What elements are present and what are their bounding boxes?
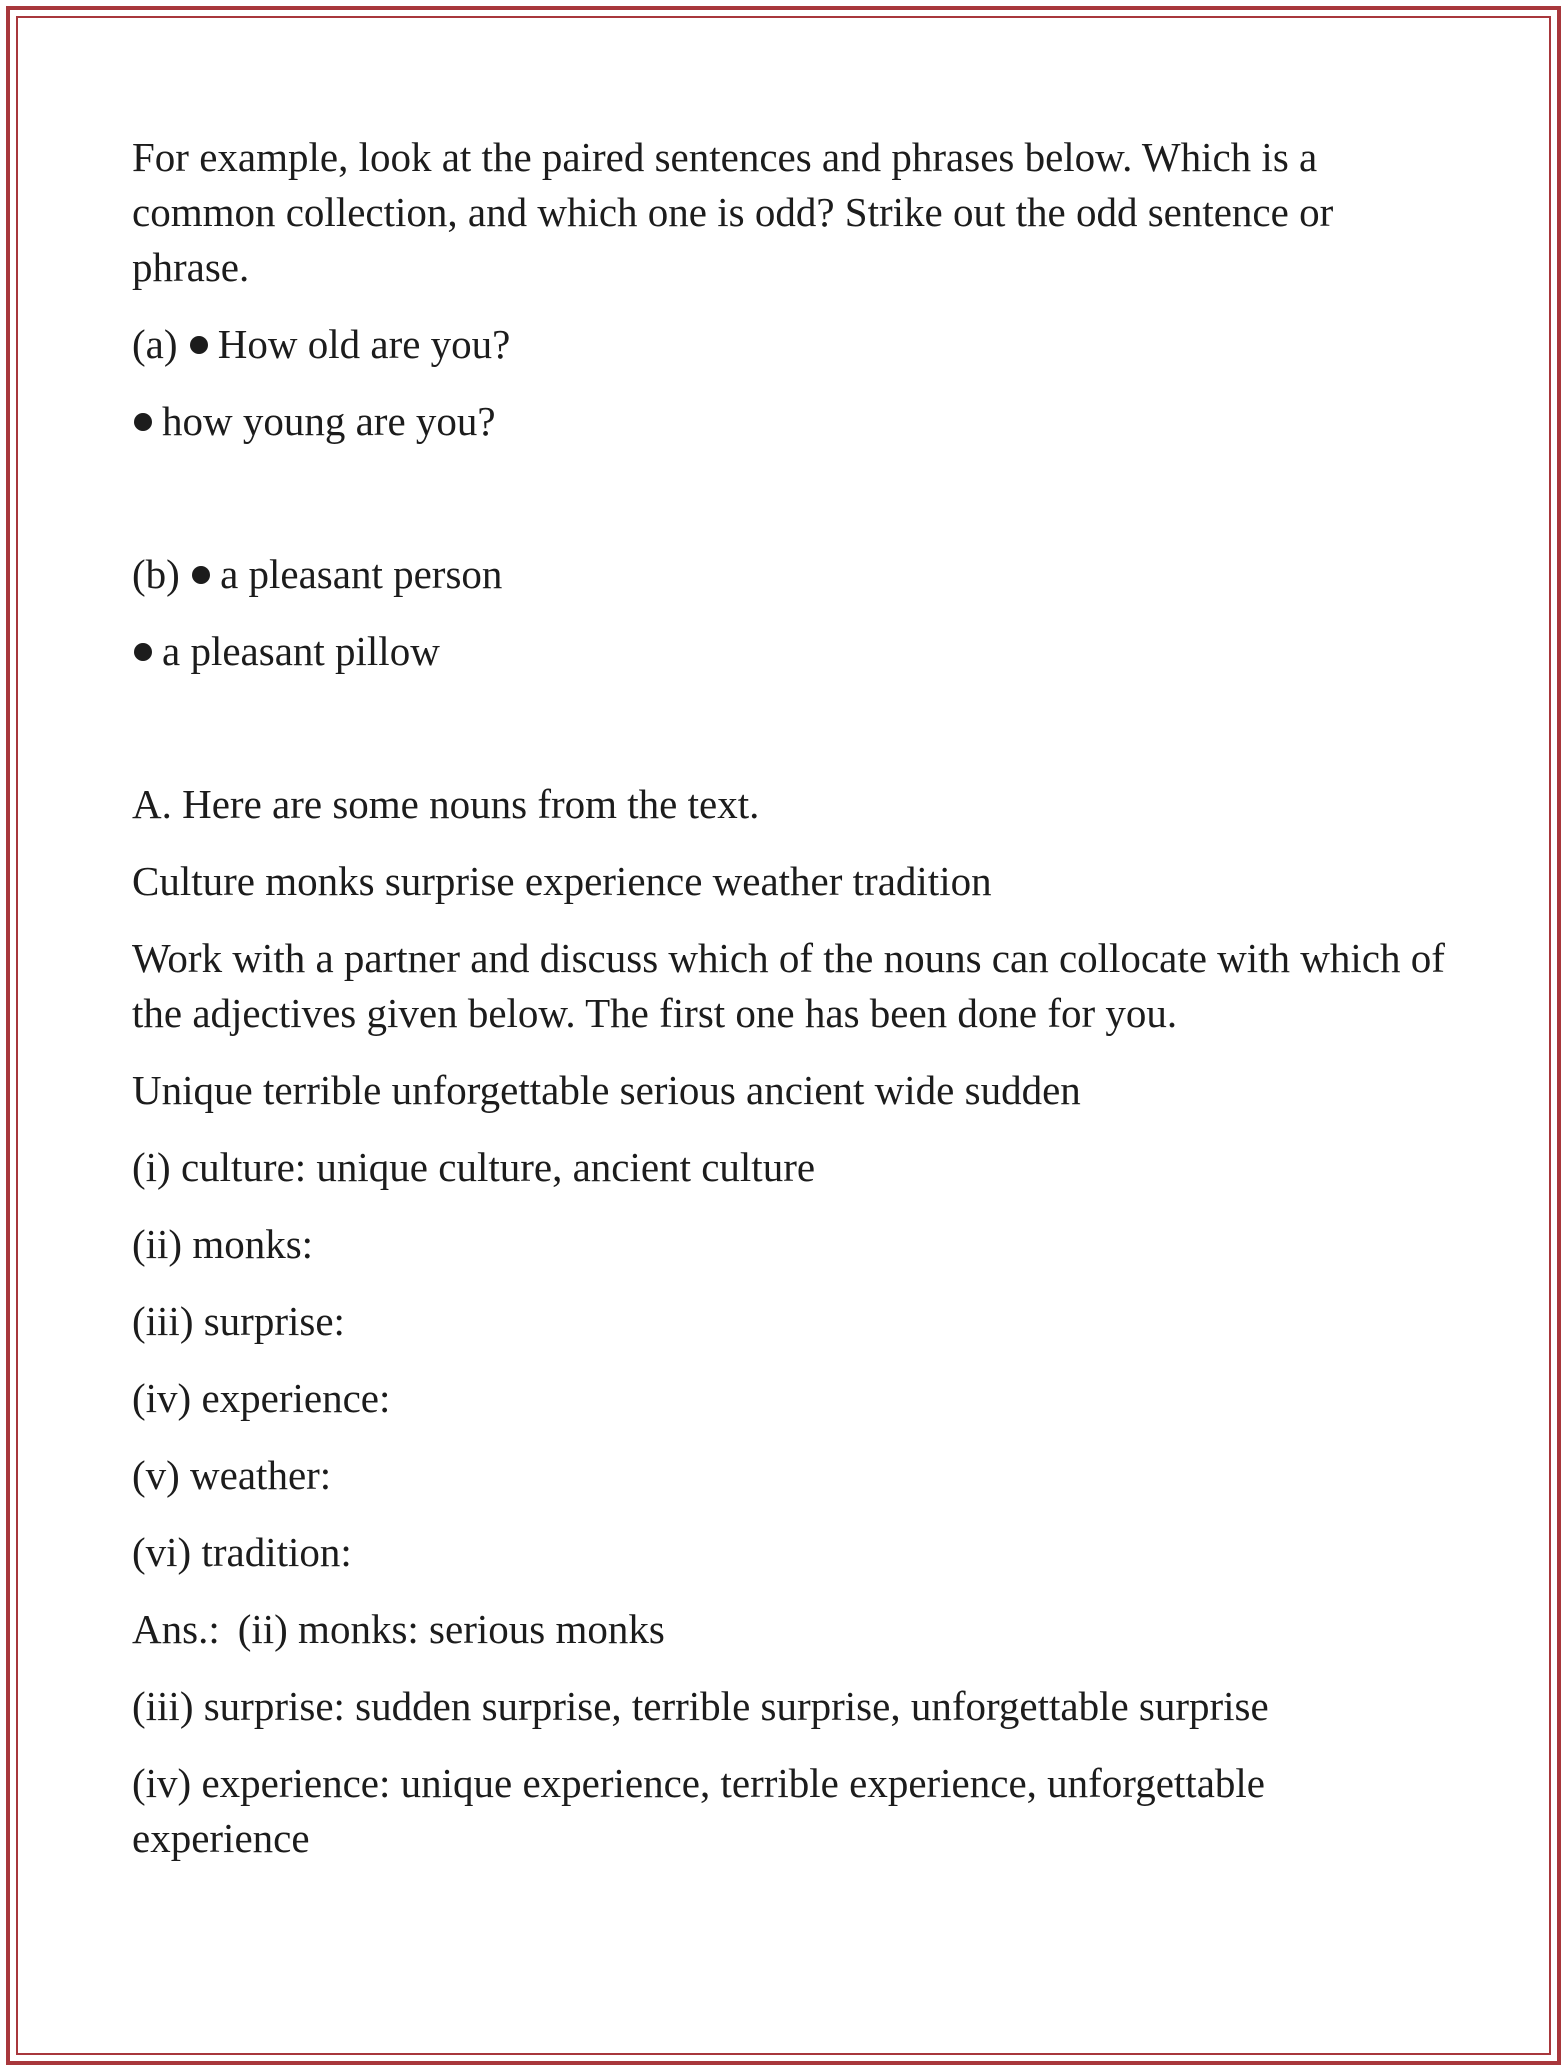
list-item: (v) weather: bbox=[132, 1452, 332, 1498]
pair-b-second-text: a pleasant pillow bbox=[162, 628, 440, 674]
section-a-heading: A. Here are some nouns from the text. bbox=[132, 781, 760, 827]
list-item: (iii) surprise: bbox=[132, 1298, 345, 1344]
adjective-list: Unique terrible unforgettable serious ancient wide sudden bbox=[132, 1067, 1081, 1113]
pair-b-first bbox=[132, 547, 1452, 602]
bullet-icon bbox=[190, 336, 208, 354]
answer-line bbox=[132, 1602, 1452, 1657]
answer-label: Ans.: bbox=[132, 1606, 220, 1652]
bullet-icon bbox=[192, 566, 210, 584]
pair-b-second bbox=[132, 624, 1452, 679]
list-item: (i) culture: unique culture, ancient culture bbox=[132, 1144, 816, 1190]
pair-b-label: (b) bbox=[132, 551, 180, 597]
bullet-icon bbox=[134, 643, 152, 661]
instruction-paragraph: Work with a partner and discuss which of the nouns can collocate with which of the adjectives given below. The first one has been done for you. bbox=[132, 935, 1445, 1036]
pair-a-second bbox=[132, 394, 1452, 449]
pair-a-first-text: How old are you? bbox=[217, 321, 511, 367]
list-item: (vi) tradition: bbox=[132, 1529, 352, 1575]
pair-b-first-text: a pleasant person bbox=[220, 551, 503, 597]
list-item: (ii) monks: bbox=[132, 1221, 314, 1267]
answer-text: (ii) monks: serious monks bbox=[237, 1606, 665, 1652]
intro-paragraph: For example, look at the paired sentences and phrases below. Which is a common collection, and which one is odd? Strike out the odd sentence or phrase. bbox=[132, 134, 1334, 290]
pair-a-first bbox=[132, 317, 1452, 372]
bullet-icon bbox=[134, 413, 152, 431]
list-item: (iv) experience: bbox=[132, 1375, 391, 1421]
pair-a-second-text: how young are you? bbox=[162, 398, 496, 444]
pair-a-label: (a) bbox=[132, 321, 178, 367]
noun-list: Culture monks surprise experience weather tradition bbox=[132, 858, 992, 904]
document-page bbox=[132, 130, 1452, 1866]
answer-line: (iii) surprise: sudden surprise, terrible surprise, unforgettable surprise bbox=[132, 1683, 1269, 1729]
answer-line: (iv) experience: unique experience, terrible experience, unforgettable experience bbox=[132, 1760, 1265, 1861]
